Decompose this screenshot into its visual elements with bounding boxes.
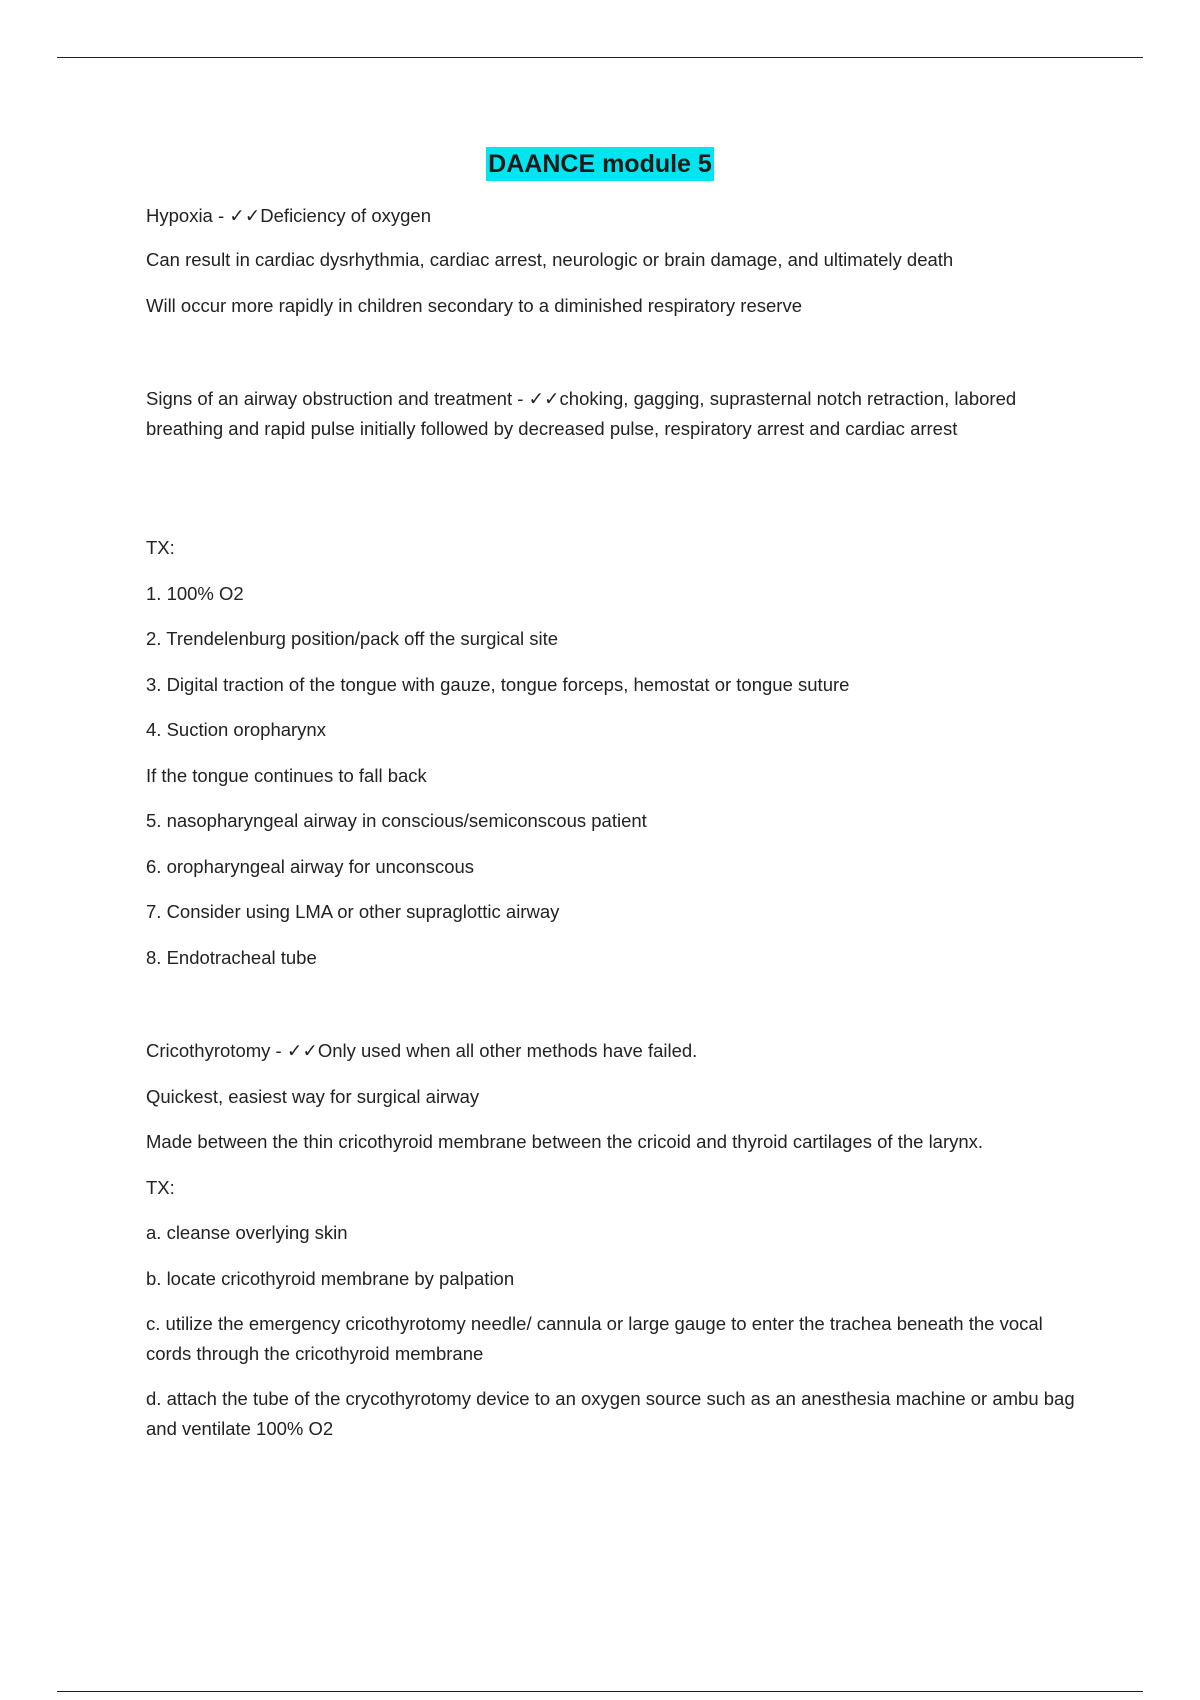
airway-tx-step-2: 2. Trendelenburg position/pack off the surgical site — [146, 628, 559, 649]
airway-tx-heading: TX: — [146, 537, 175, 558]
airway-tx-step-4: 4. Suction oropharynx — [146, 719, 326, 740]
cricothyrotomy-detail-1: Quickest, easiest way for surgical airway — [146, 1086, 480, 1107]
airway-tx-step-3: 3. Digital traction of the tongue with gauze, tongue forceps, hemostat or tongue suture — [146, 674, 850, 695]
cricothyrotomy-tx-heading: TX: — [146, 1177, 175, 1198]
cricothyrotomy-step-b: b. locate cricothyroid membrane by palpation — [146, 1268, 515, 1289]
airway-tx-step-1: 1. 100% O2 — [146, 583, 244, 604]
top-rule — [57, 57, 1143, 58]
airway-tx-note: If the tongue continues to fall back — [146, 765, 427, 786]
cricothyrotomy-term: Cricothyrotomy - ✓✓Only used when all other methods have failed. — [146, 1040, 698, 1061]
airway-tx-step-6: 6. oropharyngeal airway for unconscous — [146, 856, 475, 877]
cricothyrotomy-step-a: a. cleanse overlying skin — [146, 1222, 348, 1243]
page-title: DAANCE module 5 — [486, 147, 714, 181]
hypoxia-detail-2: Will occur more rapidly in children secondary to a diminished respiratory reserve — [146, 295, 802, 316]
hypoxia-term: Hypoxia - ✓✓Deficiency of oxygen — [146, 205, 431, 226]
airway-tx-step-7: 7. Consider using LMA or other supraglottic airway — [146, 901, 560, 922]
hypoxia-detail-1: Can result in cardiac dysrhythmia, cardiac arrest, neurologic or brain damage, and ultimately death — [146, 249, 954, 270]
cricothyrotomy-step-d: d. attach the tube of the crycothyrotomy device to an oxygen source such as an anesthesia machine or ambu bag and ventilate 100% O2 — [146, 1388, 1075, 1439]
airway-tx-step-5: 5. nasopharyngeal airway in conscious/semiconscous patient — [146, 810, 647, 831]
cricothyrotomy-step-c: c. utilize the emergency cricothyrotomy needle/ cannula or large gauge to enter the trachea beneath the vocal cords through the cricothyroid membrane — [146, 1313, 1043, 1364]
title-container — [0, 147, 1200, 181]
bottom-rule — [57, 1691, 1143, 1692]
cricothyrotomy-detail-2: Made between the thin cricothyroid membrane between the cricoid and thyroid cartilages of the larynx. — [146, 1131, 984, 1152]
airway-obstruction-term: Signs of an airway obstruction and treatment - ✓✓choking, gagging, suprasternal notch retraction, labored breathing and rapid pulse initially followed by decreased pulse, respiratory arrest and cardiac arrest — [146, 388, 1017, 439]
airway-tx-step-8: 8. Endotracheal tube — [146, 947, 317, 968]
